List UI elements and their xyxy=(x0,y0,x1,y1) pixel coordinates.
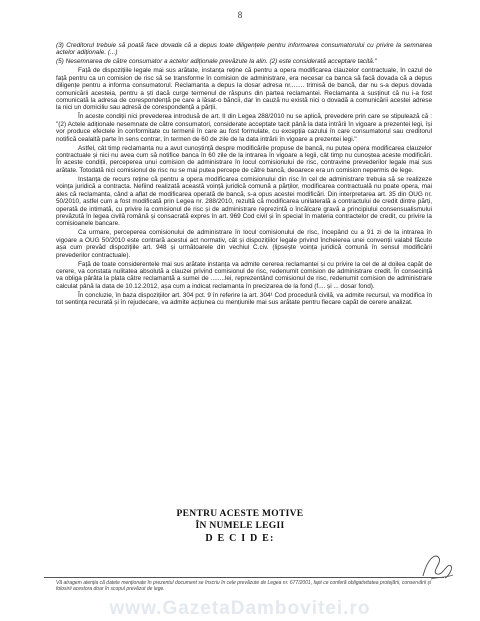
decision-heading-decide: D E C I D E: xyxy=(205,533,275,544)
body-paragraph: Ca urmare, perceperea comisionului de administrare în locul comisionului de risc, începând cu a 91 zi de la intrarea în vigoare a OUG 50/2010 este contrară acestui act normativ, cât și dispozițiilor legale privind încheierea unei convenții valabil făcute așa cum prevăd dispozițiile art. 948 și următoarele din vechiul C.civ. (lipsește voința juridică comună în sensul modificării prevederilor contractuale). xyxy=(56,229,432,259)
conclusion-paragraph: În concluzie, în baza dispozițiilor art. 304 pct. 9 în referire la art. 304¹ Cod procedură civilă, va admite recursul, va modifica în tot sentința recurată și în rejudecare, va admite acțiunea cu mențiunile mai sus arătate pentru fiecare capăt de cerere analizat. xyxy=(56,291,432,307)
quote-paragraph: (3) Creditorul trebuie să poată face dovada că a depus toate diligențele pentru informarea consumatorului cu privire la semnarea actelor adiționale. (...) xyxy=(56,42,432,57)
footer-divider xyxy=(44,577,444,578)
signature-mark xyxy=(417,548,457,584)
body-paragraph: Față de dispozițiile legale mai sus arătate, instanța reține că pentru a opera modificarea clauzelor contractuale, în cazul de față pentru ca un comision de risc să se transforme în comision de administrare, era necesar ca banca să facă dovada că a depus diligențe pentru a informa consumatorul. Reclamanta a depus la dosar adresa nr........ trimisă de bancă, dar nu s-a depus dovada comunicării acesteia, pentru a ști dacă curge termenul de răspuns din partea reclamantei. Reclamanta a susținut că nu i-a fost comunicată la adresa de corespondență pe care a lăsat-o băncii, dar în cauză nu există nici o dovadă a comunicării acestei adrese la nici un domiciliu sau adresă de corespondență a părții. xyxy=(56,67,432,112)
body-paragraph: Față de toate considerentele mai sus arătate instanța va admite cererea reclamantei și cu privire la cel de al doilea capăt de cerere, va constata nulitatea absolută a clauzei privind comisionul de risc, redenumit comision de administrare credit. În consecință va obliga pârâta la plata către reclamantă a sumei de ........lei, reprezentând comisionul de risc, redenumit comision de administrare calculat până la data de 10.12.2012, așa cum a indicat reclamanta în precizarea de la fond (f.... și ... dosar fond). xyxy=(56,260,432,290)
quote-paragraph: (5) Nesemnarea de către consumator a actelor adiționale prevăzute la alin. (2) este considerată acceptare tacită." xyxy=(56,58,377,66)
footer-privacy-note: Vă atragem atenția că datele menționate în prezentul document se înscriu în cele prevăzute de Legea nr. 677/2001, fapt ce conferă obligativitatea protejării, conservării și folosirii acestora doar în scopul prevăzut de lege. xyxy=(56,580,432,592)
decision-heading-law: ÎN NUMELE LEGII xyxy=(195,521,285,531)
website-watermark: www.GazetaDambovitei.ro xyxy=(109,598,371,619)
document-body xyxy=(56,42,432,308)
page-number: 8 xyxy=(237,10,243,20)
decision-heading-motives: PENTRU ACESTE MOTIVE xyxy=(176,509,304,519)
body-paragraph: Astfel, cât timp reclamanta nu a avut cunoștință despre modificările propuse de bancă, nu putea opera modificarea clauzelor contractuale și nici nu avea cum să notifice banca în 60 zile de la intrarea în vigoare a legii, cât timp nu cunoștea aceste modificări. În aceste condiții, perceperea unui comision de administrare în locul comisionului de risc, contravine prevederilor legale mai sus arătate. Totodată nici comisionul de risc nu se mai putea percepe de către bancă, deoarece era un comision nepermis de lege. xyxy=(56,144,432,174)
body-paragraph: Instanța de recurs reține că pentru a opera modificarea comisionului din risc în cel de administrare trebuia să se realizeze voința juridică a contracta. Nefiind realizată această voință juridică comună a părților, modificarea contractuală nu poate opera, mai ales că reclamanta, când a aflat de modificarea operată de bancă, s-a opus acestei modificări. Din interpretarea art. 35 din OUG nr. 50/2010, astfel cum a fost modificată prin Legea nr. 288/2010, rezultă că modificarea unilaterală a contractului de credit dintre părți, operată de intimată, cu privire la comisionul de risc și de administrare reprezintă o încălcare gravă a principiului consensualismului prevăzută în legea civilă română și consacrată expres în art. 969 Cod civil și în special în materia contractelor de credit, cu privire la comisioanele bancare. xyxy=(56,175,432,228)
body-paragraph: În aceste condiții nici prevederea introdusă de art. II din Legea 288/2010 nu se aplică, prevedere prin care se stipulează că : "(2) Actele adiționale nesemnate de către consumatori, considerate acceptate tacit până la data intrării în vigoare a prezentei legi, își vor produce efectele în conformitate cu termenii în care au fost formulate, cu excepția cazului în care consumatorul sau creditorul notifică cealaltă parte în sens contrar, în termen de 60 de zile de la data intrării în vigoare a prezentei legi." xyxy=(56,113,432,143)
